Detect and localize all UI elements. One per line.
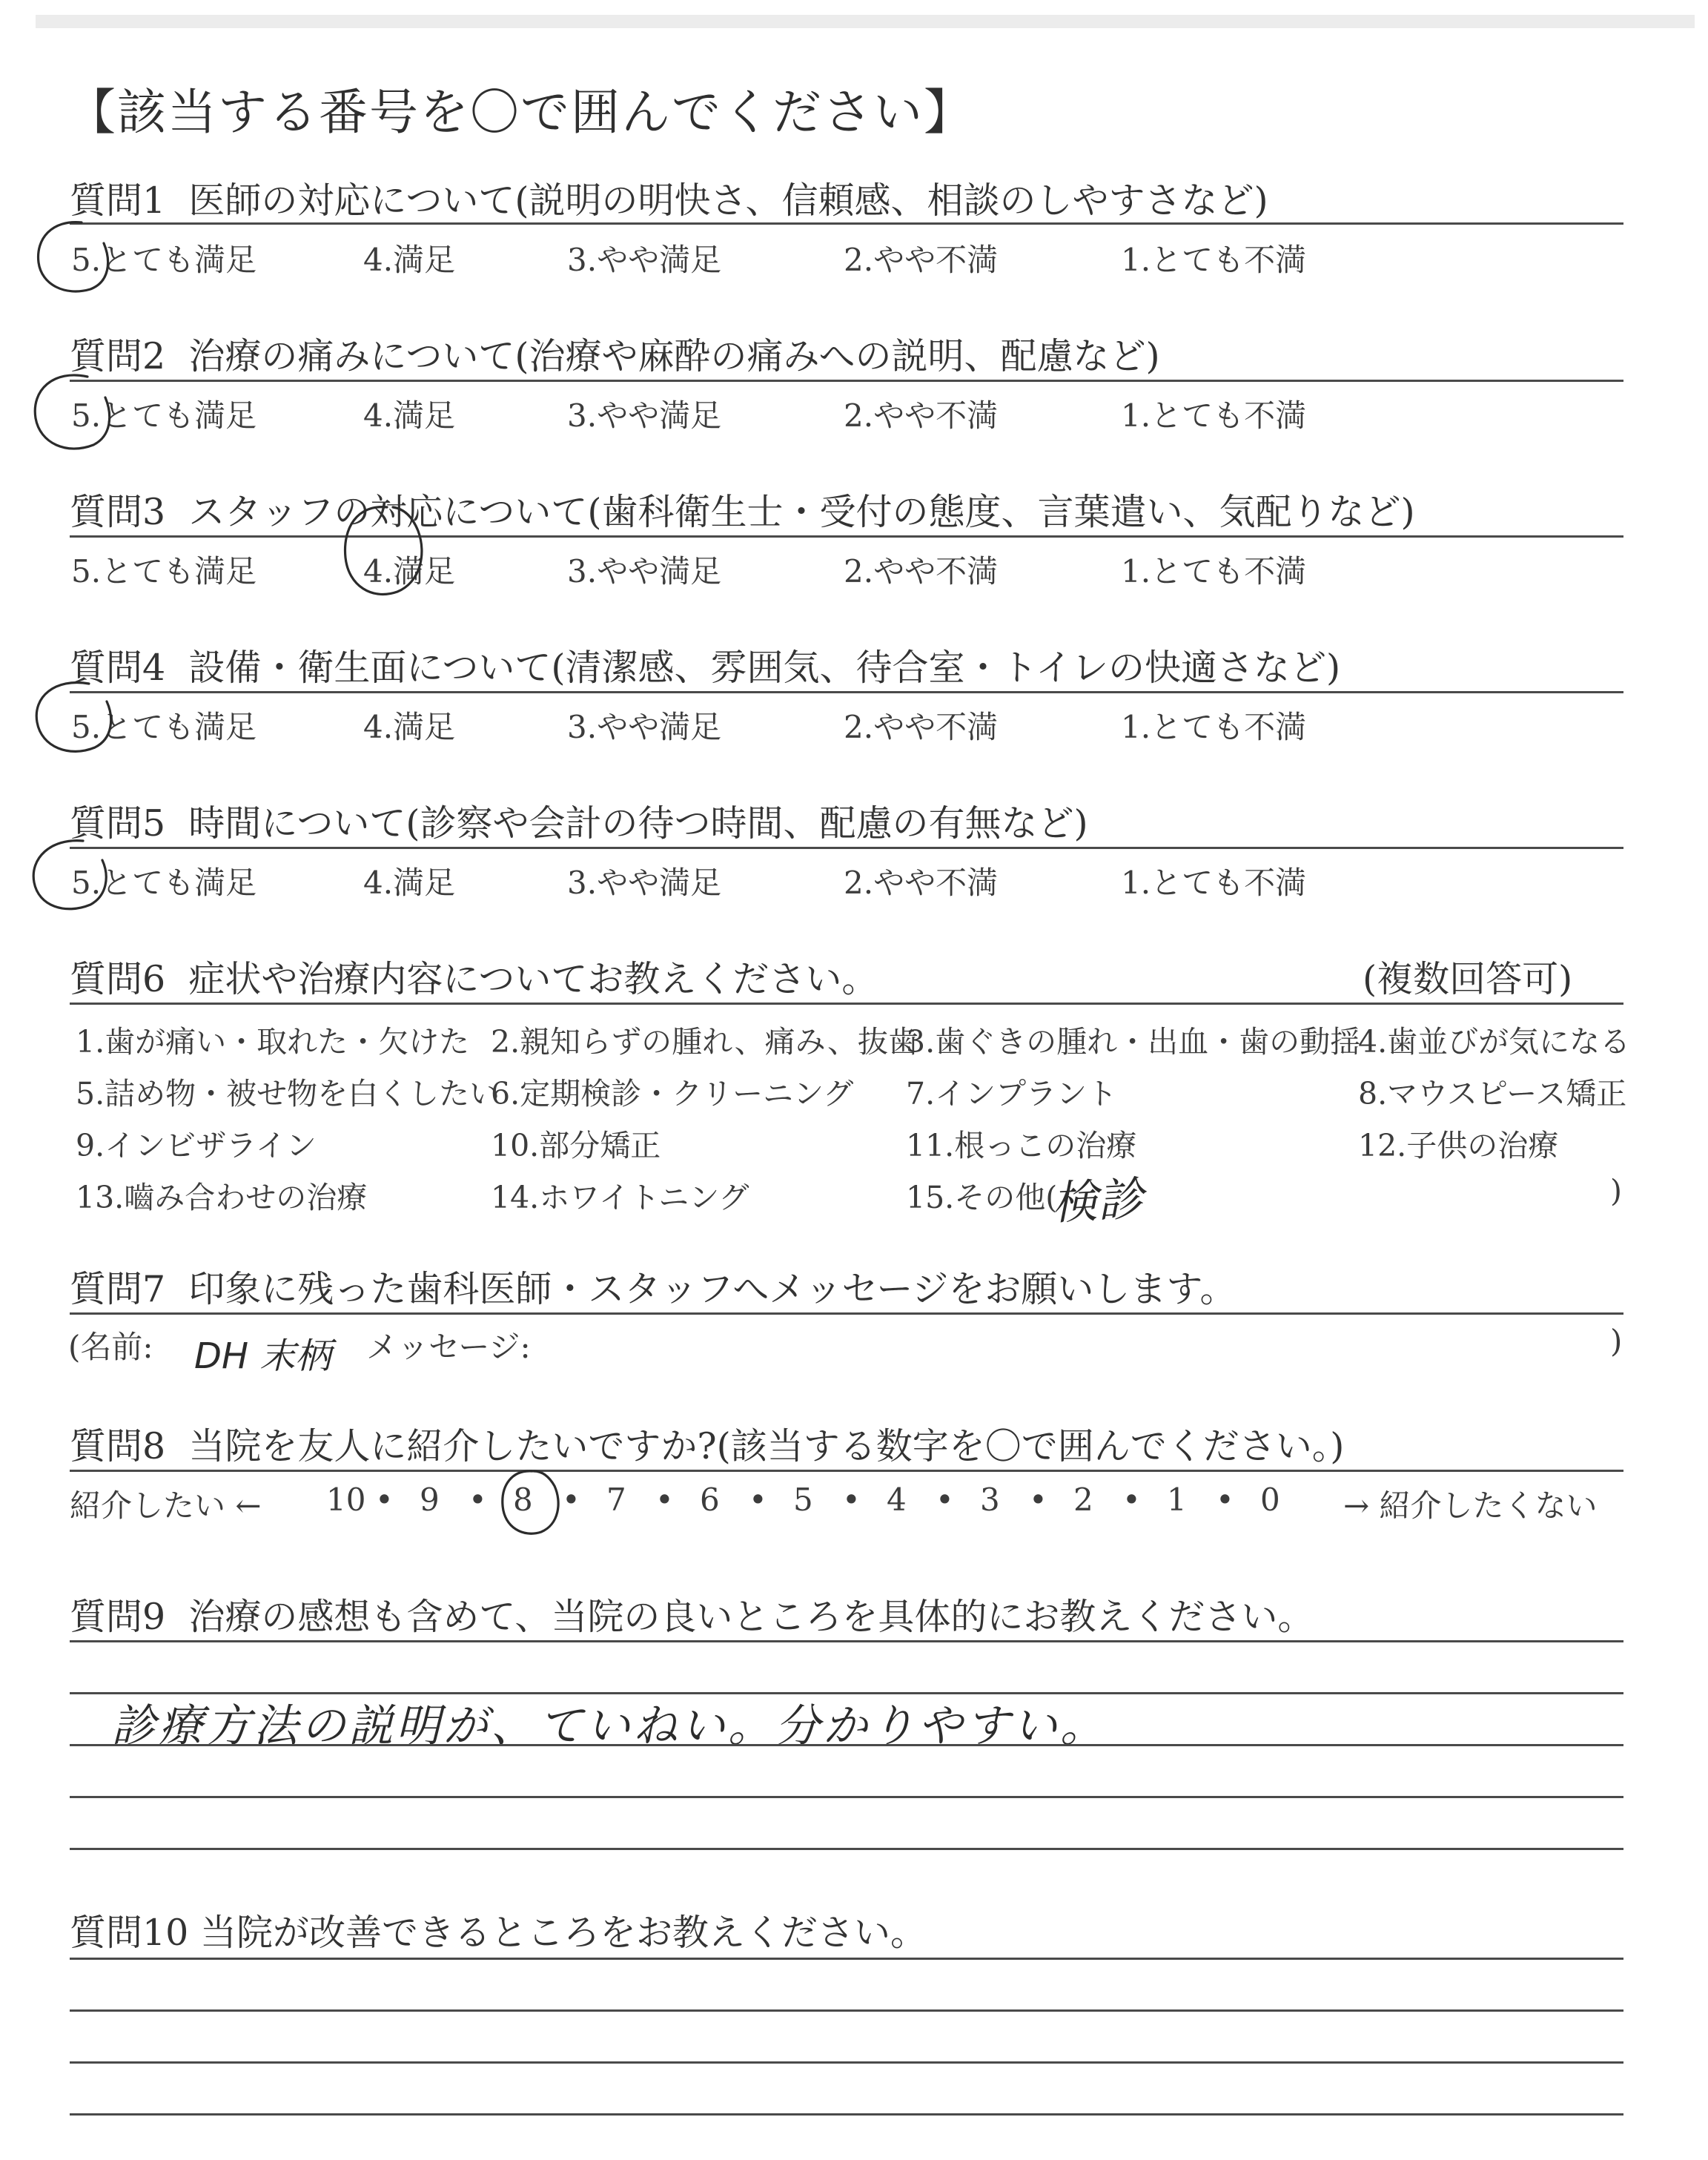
scale-separator-dot: • bbox=[375, 1482, 394, 1518]
symptom-option[interactable]: 5.詰め物・被せ物を白くしたい bbox=[76, 1076, 500, 1112]
question-rule bbox=[70, 1470, 1623, 1472]
scale-number-3[interactable]: 3 bbox=[980, 1482, 1000, 1518]
question-text: 当院を友人に紹介したいですか?(該当する数字を〇で囲んでください。) bbox=[188, 1425, 1345, 1467]
option-2[interactable]: 2.やや不満 bbox=[844, 397, 999, 434]
answer-line bbox=[70, 1796, 1623, 1798]
option-3[interactable]: 3.やや満足 bbox=[567, 397, 722, 434]
option-4[interactable]: 4.満足 bbox=[363, 553, 456, 589]
question-text: 治療の感想も含めて、当院の良いところを具体的にお教えください。 bbox=[188, 1596, 1314, 1638]
scale-number-2[interactable]: 2 bbox=[1073, 1482, 1093, 1518]
answer-line bbox=[70, 1744, 1623, 1746]
question-text: 印象に残った歯科医師・スタッフへメッセージをお願いします。 bbox=[188, 1268, 1237, 1310]
option-5[interactable]: 5.とても満足 bbox=[71, 397, 257, 434]
message-label: メッセージ: bbox=[366, 1329, 531, 1365]
question-label: 質問5 bbox=[70, 802, 166, 845]
recommend-right-label: → 紹介したくない bbox=[1343, 1487, 1598, 1524]
question-rule bbox=[70, 1312, 1623, 1315]
option-4[interactable]: 4.満足 bbox=[363, 709, 456, 745]
question-label: 質問6 bbox=[70, 958, 166, 1000]
question-text: 治療の痛みについて(治療や麻酔の痛みへの説明、配慮など) bbox=[188, 335, 1160, 377]
handwritten-circle bbox=[27, 369, 116, 463]
scale-separator-dot: • bbox=[842, 1482, 861, 1518]
option-5[interactable]: 5.とても満足 bbox=[71, 709, 257, 745]
other-close-paren: ) bbox=[1610, 1173, 1622, 1209]
symptom-option[interactable]: 2.親知らずの腫れ、痛み、抜歯 bbox=[491, 1024, 919, 1060]
scale-separator-dot: • bbox=[749, 1482, 767, 1518]
question-rule bbox=[70, 691, 1623, 693]
scale-separator-dot: • bbox=[1029, 1482, 1047, 1518]
scale-number-8[interactable]: 8 bbox=[513, 1482, 533, 1518]
symptom-option[interactable]: 3.歯ぐきの腫れ・出血・歯の動揺 bbox=[906, 1024, 1361, 1060]
answer-line bbox=[70, 1848, 1623, 1850]
handwritten-circle bbox=[27, 676, 119, 765]
symptom-option-other[interactable]: 15.その他( bbox=[906, 1180, 1058, 1215]
question-rule bbox=[70, 222, 1623, 225]
question-label: 質問10 bbox=[70, 1912, 189, 1954]
question-label: 質問8 bbox=[70, 1425, 166, 1467]
scale-number-6[interactable]: 6 bbox=[700, 1482, 720, 1518]
option-1[interactable]: 1.とても不満 bbox=[1121, 553, 1307, 589]
symptom-option[interactable]: 4.歯並びが気になる bbox=[1358, 1024, 1631, 1060]
option-1[interactable]: 1.とても不満 bbox=[1121, 865, 1307, 901]
question-rule bbox=[70, 1003, 1623, 1005]
scan-top-edge bbox=[36, 15, 1695, 28]
scale-number-0[interactable]: 0 bbox=[1260, 1482, 1280, 1518]
answer-line bbox=[70, 2113, 1623, 2116]
symptom-option[interactable]: 14.ホワイトニング bbox=[491, 1180, 749, 1215]
scale-number-5[interactable]: 5 bbox=[793, 1482, 813, 1518]
scale-number-4[interactable]: 4 bbox=[887, 1482, 907, 1518]
option-2[interactable]: 2.やや不満 bbox=[844, 865, 999, 901]
question-text: 時間について(診察や会計の待つ時間、配慮の有無など) bbox=[188, 802, 1088, 845]
scale-separator-dot: • bbox=[562, 1482, 580, 1518]
handwritten-name[interactable]: DH 末柄 bbox=[194, 1335, 331, 1377]
scale-number-9[interactable]: 9 bbox=[420, 1482, 440, 1518]
question-label: 質問4 bbox=[70, 647, 166, 689]
question-label: 質問7 bbox=[70, 1268, 166, 1310]
scale-number-7[interactable]: 7 bbox=[606, 1482, 626, 1518]
option-5[interactable]: 5.とても満足 bbox=[71, 242, 257, 278]
option-3[interactable]: 3.やや満足 bbox=[567, 709, 722, 745]
scale-number-1[interactable]: 1 bbox=[1167, 1482, 1187, 1518]
symptom-option[interactable]: 7.インプラント bbox=[906, 1076, 1118, 1112]
answer-line bbox=[70, 2061, 1623, 2064]
question-rule bbox=[70, 847, 1623, 849]
answer-line bbox=[70, 1958, 1623, 1960]
option-1[interactable]: 1.とても不満 bbox=[1121, 709, 1307, 745]
scale-separator-dot: • bbox=[1122, 1482, 1141, 1518]
close-paren: ) bbox=[1610, 1323, 1623, 1359]
symptom-option[interactable]: 13.嚙み合わせの治療 bbox=[76, 1180, 368, 1215]
option-2[interactable]: 2.やや不満 bbox=[844, 709, 999, 745]
handwritten-other-answer: 検診 bbox=[1050, 1171, 1145, 1231]
option-1[interactable]: 1.とても不満 bbox=[1121, 397, 1307, 434]
symptom-option[interactable]: 6.定期検診・クリーニング bbox=[491, 1076, 854, 1112]
scale-separator-dot: • bbox=[1216, 1482, 1234, 1518]
scale-separator-dot: • bbox=[469, 1482, 487, 1518]
symptom-option[interactable]: 9.インビザライン bbox=[76, 1128, 317, 1163]
scale-number-10[interactable]: 10 bbox=[326, 1482, 366, 1518]
question-rule bbox=[70, 380, 1623, 382]
option-5[interactable]: 5.とても満足 bbox=[71, 553, 257, 589]
question-text: 設備・衛生面について(清潔感、雰囲気、待合室・トイレの快適さなど) bbox=[188, 647, 1341, 689]
handwritten-circle bbox=[335, 498, 431, 610]
option-1[interactable]: 1.とても不満 bbox=[1121, 242, 1307, 278]
option-5[interactable]: 5.とても満足 bbox=[71, 865, 257, 901]
question-text: 当院が改善できるところをお教えください。 bbox=[199, 1912, 927, 1954]
question-text: 医師の対応について(説明の明快さ、信頼感、相談のしやすさなど) bbox=[188, 179, 1268, 222]
option-2[interactable]: 2.やや不満 bbox=[844, 553, 999, 589]
option-3[interactable]: 3.やや満足 bbox=[567, 865, 722, 901]
symptom-option[interactable]: 11.根っこの治療 bbox=[906, 1128, 1137, 1163]
question-label: 質問9 bbox=[70, 1596, 166, 1638]
symptom-option[interactable]: 8.マウスピース矯正 bbox=[1358, 1076, 1627, 1112]
scale-separator-dot: • bbox=[936, 1482, 954, 1518]
scale-separator-dot: • bbox=[655, 1482, 674, 1518]
name-label: (名前: bbox=[68, 1329, 153, 1365]
question-text: 症状や治療内容についてお教えください。 bbox=[188, 958, 878, 1000]
handwritten-circle bbox=[24, 835, 116, 921]
answer-line bbox=[70, 1640, 1623, 1642]
option-4[interactable]: 4.満足 bbox=[363, 397, 456, 434]
option-4[interactable]: 4.満足 bbox=[363, 865, 456, 901]
question-label: 質問2 bbox=[70, 335, 166, 377]
question-rule bbox=[70, 535, 1623, 538]
symptom-option[interactable]: 12.子供の治療 bbox=[1358, 1128, 1559, 1163]
question-label: 質問1 bbox=[70, 179, 166, 222]
option-4[interactable]: 4.満足 bbox=[363, 242, 456, 278]
question-label: 質問3 bbox=[70, 491, 166, 533]
option-3[interactable]: 3.やや満足 bbox=[567, 553, 722, 589]
option-2[interactable]: 2.やや不満 bbox=[844, 242, 999, 278]
question-text: スタッフの対応について(歯科衛生士・受付の態度、言葉遣い、気配りなど) bbox=[188, 491, 1415, 533]
answer-line bbox=[70, 2009, 1623, 2012]
symptom-option[interactable]: 10.部分矯正 bbox=[491, 1128, 661, 1163]
handwritten-circle bbox=[30, 217, 111, 305]
option-3[interactable]: 3.やや満足 bbox=[567, 242, 722, 278]
answer-line bbox=[70, 1692, 1623, 1694]
symptom-option[interactable]: 1.歯が痛い・取れた・欠けた bbox=[76, 1024, 470, 1060]
recommend-left-label: 紹介したい ← bbox=[70, 1487, 262, 1524]
page-title: 【該当する番号を〇で囲んでください】 bbox=[67, 84, 974, 141]
handwritten-circle bbox=[495, 1465, 566, 1544]
handwritten-answer[interactable]: 診療方法の説明が、ていねい。分かりやすい。 bbox=[111, 1700, 1108, 1752]
multiple-answer-note: (複数回答可) bbox=[1363, 958, 1573, 1000]
